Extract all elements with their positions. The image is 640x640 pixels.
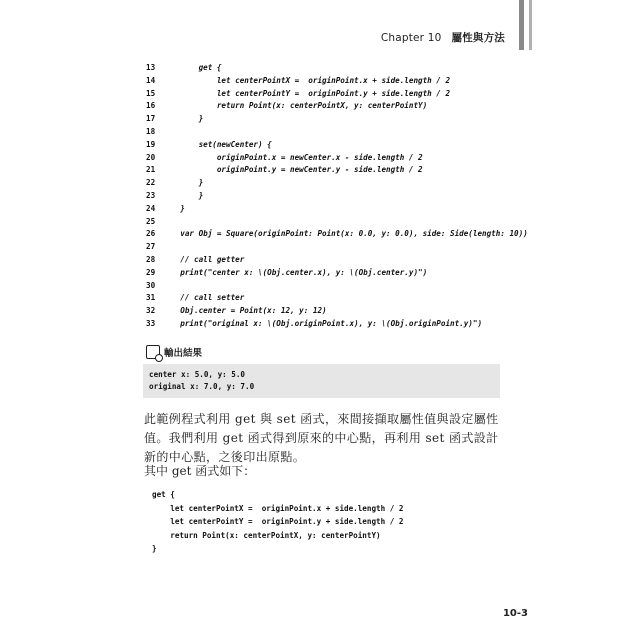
line-number: 30 xyxy=(146,280,156,290)
line-number: 27 xyxy=(146,242,156,252)
code-line xyxy=(146,267,506,280)
code-text: set(newCenter) { xyxy=(162,139,272,149)
line-number: 15 xyxy=(146,88,156,98)
line-number: 22 xyxy=(146,178,156,188)
code-line xyxy=(146,318,506,331)
code-line xyxy=(146,164,506,177)
code-listing-get xyxy=(152,488,512,556)
code-text: originPoint.x = newCenter.x - side.length / 2 xyxy=(162,152,423,162)
code-line: return Point(x: centerPointX, y: centerPointY) xyxy=(152,530,381,540)
line-number: 13 xyxy=(146,63,156,72)
code-line xyxy=(146,254,506,267)
code-text: get { xyxy=(162,63,222,72)
code-text: } xyxy=(162,178,204,188)
code-text: return Point(x: centerPointX, y: centerPointY) xyxy=(162,101,428,111)
code-text: } xyxy=(162,190,204,200)
code-line: let centerPointY = originPoint.y + side.length / 2 xyxy=(152,517,404,526)
code-line xyxy=(146,216,506,229)
code-text: var Obj = Square(originPoint: Point(x: 0.0, y: 0.0), side: Side(length: 10)) xyxy=(162,229,528,239)
line-number: 19 xyxy=(146,139,156,149)
line-number: 17 xyxy=(146,114,156,124)
code-text: originPoint.y = newCenter.y - side.length / 2 xyxy=(162,165,423,175)
line-number: 25 xyxy=(146,216,156,226)
code-line xyxy=(146,75,506,88)
line-number: 16 xyxy=(146,101,156,111)
line-number: 31 xyxy=(146,293,156,303)
code-line: let centerPointX = originPoint.x + side.length / 2 xyxy=(152,503,404,513)
code-text: print("center x: \(Obj.center.x), y: \(Obj.center.y)") xyxy=(162,267,428,277)
line-number: 24 xyxy=(146,203,156,213)
code-line xyxy=(146,126,506,139)
output-line: original x: 7.0, y: 7.0 xyxy=(149,382,255,391)
code-text: } xyxy=(162,114,204,124)
chapter-tab-marker-thin xyxy=(529,0,532,50)
line-number: 23 xyxy=(146,190,156,200)
chapter-tab-marker xyxy=(519,0,524,50)
code-text: print("original x: \(Obj.originPoint.x), y: \(Obj.originPoint.y)") xyxy=(162,318,483,328)
line-number: 20 xyxy=(146,152,156,162)
code-text: // call setter xyxy=(162,293,245,303)
body-paragraph-intro: 其中 get 函式如下： xyxy=(144,464,256,478)
code-line xyxy=(146,88,506,101)
code-line xyxy=(146,62,506,75)
line-number: 26 xyxy=(146,229,156,239)
code-line xyxy=(146,305,506,318)
line-number: 18 xyxy=(146,126,156,136)
code-line xyxy=(146,203,506,216)
line-number: 21 xyxy=(146,165,156,175)
code-text: } xyxy=(162,203,185,213)
output-box xyxy=(143,364,500,398)
line-number: 32 xyxy=(146,306,156,316)
page-number: 10-3 xyxy=(502,608,528,619)
chapter-title: 屬性與方法 xyxy=(451,32,505,44)
code-line xyxy=(146,190,506,203)
code-line: } xyxy=(152,544,157,553)
line-number: 29 xyxy=(146,267,156,277)
code-line xyxy=(146,100,506,113)
code-text: // call getter xyxy=(162,254,245,264)
code-line xyxy=(146,177,506,190)
line-number: 28 xyxy=(146,254,156,264)
code-line xyxy=(146,152,506,165)
code-listing xyxy=(146,62,528,331)
code-text: Obj.center = Point(x: 12, y: 12) xyxy=(162,306,327,316)
line-number: 14 xyxy=(146,75,156,85)
code-line xyxy=(146,280,506,293)
output-line: center x: 5.0, y: 5.0 xyxy=(149,370,246,379)
output-heading-label: 輸出結果 xyxy=(164,348,203,359)
code-line xyxy=(146,113,506,126)
body-paragraph: 此範例程式利用 get 與 set 函式，來間接擷取屬性值與設定屬性值。我們利用 get 函式得到原來的中心點，再利用 set 函式設計新的中心點，之後印出原點。 xyxy=(144,412,499,464)
output-heading xyxy=(146,345,202,359)
chapter-label: Chapter 10 xyxy=(380,32,442,44)
chapter-header xyxy=(381,30,505,45)
output-magnifier-icon xyxy=(146,345,160,359)
code-line xyxy=(146,241,506,254)
code-line xyxy=(146,292,506,305)
code-line xyxy=(146,139,506,152)
code-line xyxy=(146,228,528,241)
code-text: let centerPointX = originPoint.x + side.length / 2 xyxy=(162,75,451,85)
line-number: 33 xyxy=(146,318,156,328)
code-text: let centerPointY = originPoint.y + side.length / 2 xyxy=(162,88,451,98)
code-line: get { xyxy=(152,490,175,499)
